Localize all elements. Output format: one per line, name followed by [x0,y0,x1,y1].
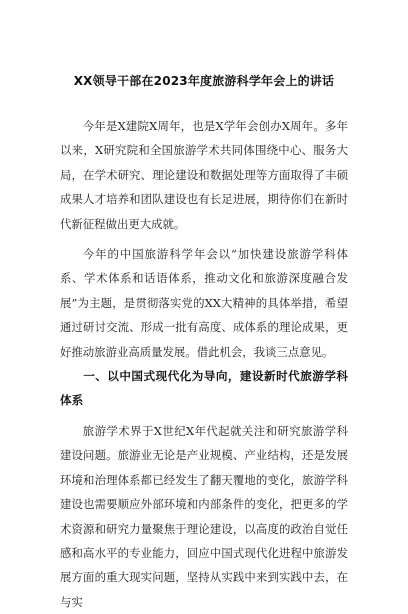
paragraph-3: 旅游学术界于X世纪X年代起就关注和研究旅游学科建设问题。旅游业无论是产业规模、产业结构，还是发展环境和治理体系都已经发生了翻天覆地的变化，旅游学科建设也需要顺应外部环境和内部条件的变化，把更多的学术资源和研究力量聚焦于理论建设，以高度的政治自觉任感和高水平的专业能力，回应中国式现代化进程中旅游发展方面的重大现实问题，坚持从实践中来到实践中去，在与实 [60,423,348,609]
section-heading-1: 一、以中国式现代化为导向，建设新时代旅游学科体系 [60,369,348,408]
paragraph-2: 今年的中国旅游科学年会以“加快建设旅游学科体系、学术体系和话语体系，推动文化和旅游深度融合发展”为主题，是贯彻落实党的XX大精神的具体举措，希望通过研讨交流、形成一批有高度、成体系的理论成果，更好推动旅游业高质量发展。借此机会，我谈三点意见。 [60,247,348,359]
document-title: XX领导干部在2023年度旅游科学年会上的讲话 [73,74,335,88]
paragraph-1: 今年是X建院X周年，也是X学年会创办X周年。多年以来，X研究院和全国旅游学术共同体围绕中心、服务大局，在学术研究、理论建设和数据处理等方面取得了丰硕成果人才培养和团队建设也有长足进展，期待你们在新时代新征程做出更大成就。 [60,119,348,231]
document-body [60,114,348,614]
